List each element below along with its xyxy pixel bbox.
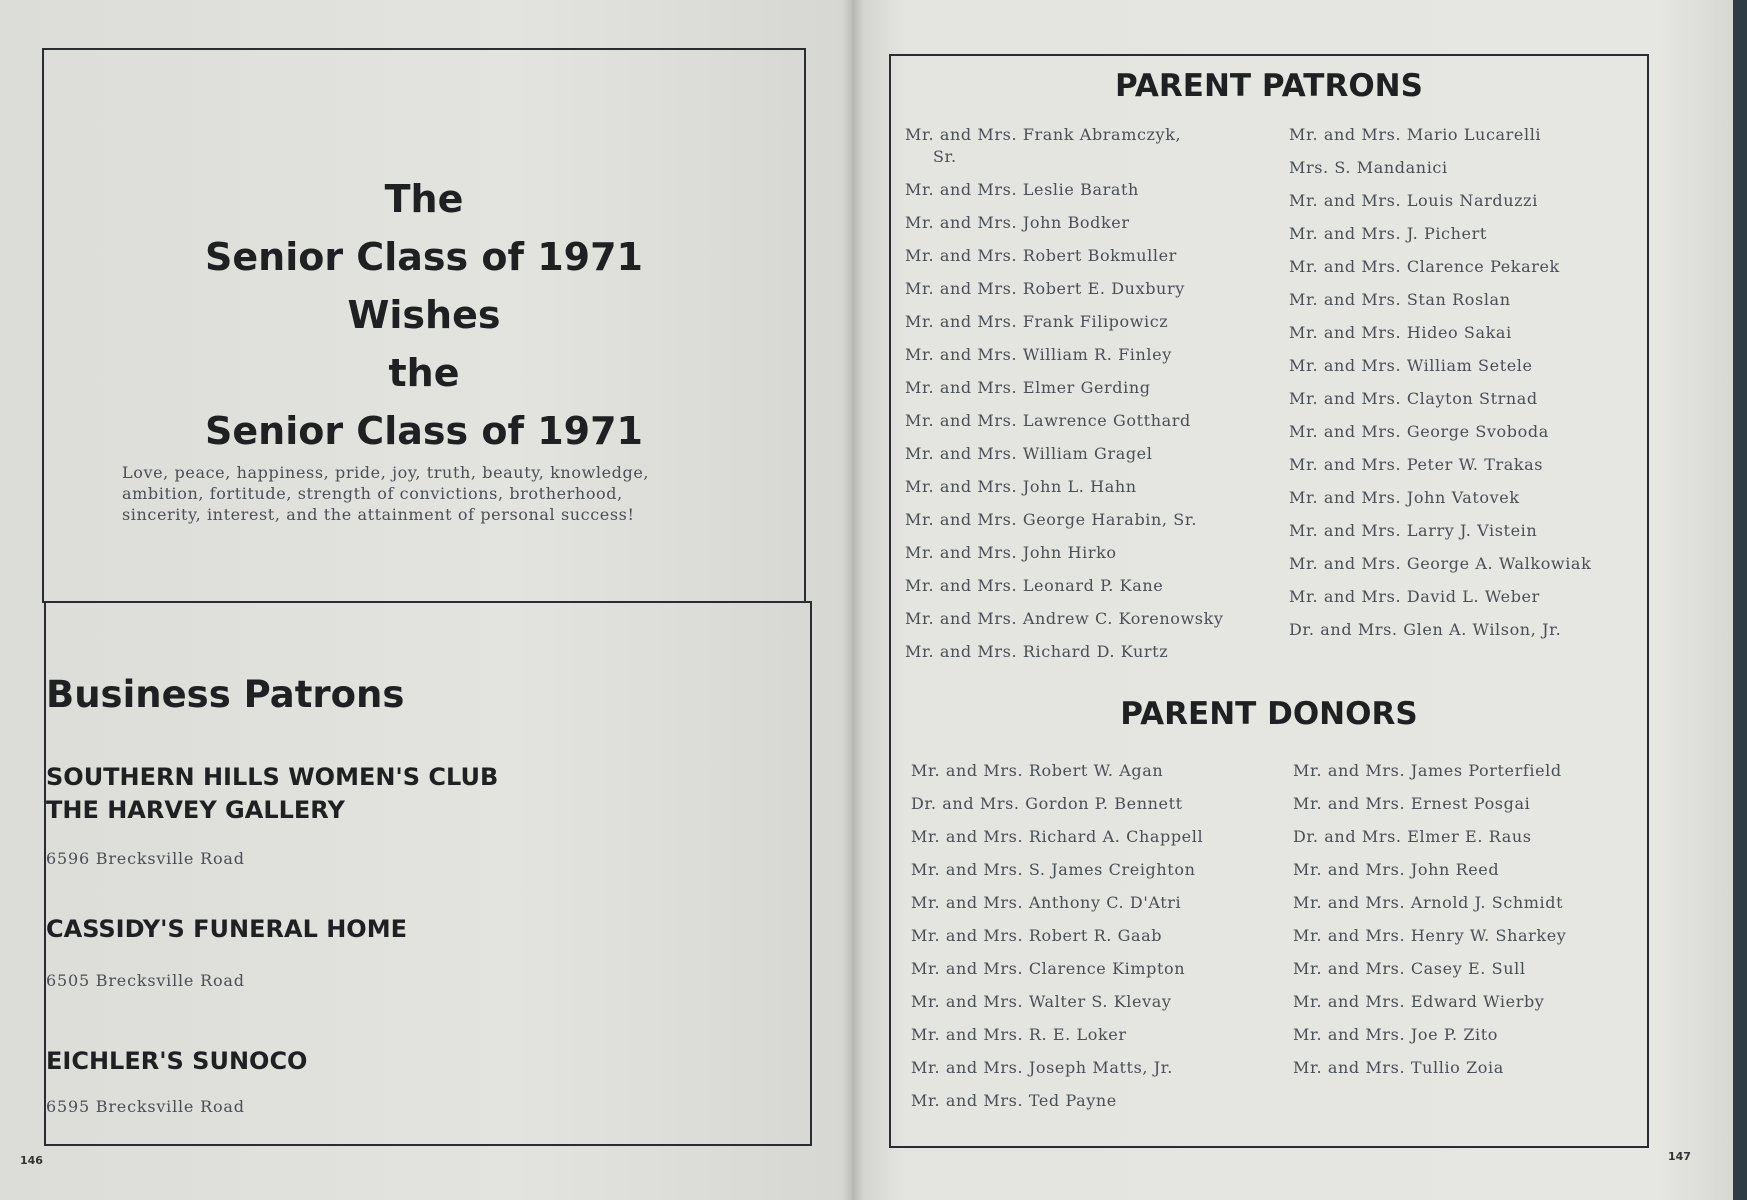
patron-name: Mr. and Mrs. Clarence Pekarek <box>1289 257 1560 276</box>
page-number: 146 <box>20 1154 43 1167</box>
donor-name: Mr. and Mrs. Casey E. Sull <box>1293 959 1526 978</box>
patron-name: Mr. and Mrs. David L. Weber <box>1289 587 1540 606</box>
patrons-column-2 <box>1289 124 1591 652</box>
donor-name: Mr. and Mrs. Ted Payne <box>911 1091 1117 1110</box>
patron-name: Mr. and Mrs. J. Pichert <box>1289 224 1487 243</box>
patron-name-continuation: Sr. <box>933 147 957 166</box>
patron-name: Dr. and Mrs. Glen A. Wilson, Jr. <box>1289 620 1562 639</box>
donor-name: Dr. and Mrs. Elmer E. Raus <box>1293 827 1532 846</box>
patron-name: Mr. and Mrs. Stan Roslan <box>1289 290 1511 309</box>
donor-name: Mr. and Mrs. John Reed <box>1293 860 1500 879</box>
patron-name: Mr. and Mrs. George Svoboda <box>1289 422 1549 441</box>
donor-name: Mr. and Mrs. Anthony C. D'Atri <box>911 893 1182 912</box>
book-gutter <box>842 0 864 1200</box>
greeting-line: Senior Class of 1971 <box>205 409 643 453</box>
business-patrons-title: Business Patrons <box>46 673 405 716</box>
message-line: Love, peace, happiness, pride, joy, truth, beauty, knowledge, <box>122 463 650 482</box>
patron-name: Mr. and Mrs. Leslie Barath <box>905 180 1139 199</box>
parent-patrons-box <box>889 54 1649 1148</box>
patron-name: Mr. and Mrs. William Setele <box>1289 356 1533 375</box>
patron-name: Mr. and Mrs. Andrew C. Korenowsky <box>905 609 1224 628</box>
book-cover-edge <box>1733 0 1747 1200</box>
business-address: 6505 Brecksville Road <box>46 971 245 990</box>
donor-name: Mr. and Mrs. R. E. Loker <box>911 1025 1127 1044</box>
patron-name: Mr. and Mrs. Larry J. Vistein <box>1289 521 1538 540</box>
patron-name-line: Mr. and Mrs. Frank Abramczyk, <box>905 125 1182 144</box>
patron-name: Mr. and Mrs. William Gragel <box>905 444 1153 463</box>
patron-name: Mr. and Mrs. Clayton Strnad <box>1289 389 1538 408</box>
donor-name: Mr. and Mrs. Robert W. Agan <box>911 761 1164 780</box>
donor-name: Mr. and Mrs. Walter S. Klevay <box>911 992 1172 1011</box>
donor-name: Mr. and Mrs. Clarence Kimpton <box>911 959 1186 978</box>
greeting-message <box>122 462 682 525</box>
patron-name: Mr. and Mrs. Frank Filipowicz <box>905 312 1169 331</box>
parent-donors-title: PARENT DONORS <box>1120 696 1418 732</box>
business-address: 6595 Brecksville Road <box>46 1097 245 1116</box>
patron-name: Mr. and Mrs. William R. Finley <box>905 345 1172 364</box>
donor-name: Mr. and Mrs. Tullio Zoia <box>1293 1058 1504 1077</box>
patron-name: Mr. and Mrs. Peter W. Trakas <box>1289 455 1544 474</box>
patron-name: Mr. and Mrs. George A. Walkowiak <box>1289 554 1592 573</box>
business-patrons-box <box>44 601 812 1146</box>
patron-name: Mr. and Mrs. Lawrence Gotthard <box>905 411 1191 430</box>
donor-name: Mr. and Mrs. Richard A. Chappell <box>911 827 1204 846</box>
patrons-column-1 <box>905 124 1235 674</box>
patron-name: Mr. and Mrs. John Vatovek <box>1289 488 1520 507</box>
greeting-heading <box>44 170 804 460</box>
patron-name: Mr. and Mrs. Robert E. Duxbury <box>905 279 1185 298</box>
left-page <box>0 0 852 1200</box>
business-address: 6596 Brecksville Road <box>46 849 245 868</box>
donor-name: Mr. and Mrs. Edward Wierby <box>1293 992 1545 1011</box>
donor-name: Mr. and Mrs. Henry W. Sharkey <box>1293 926 1567 945</box>
patron-name <box>905 124 1235 179</box>
greeting-line: Senior Class of 1971 <box>205 235 643 279</box>
parent-patrons-title: PARENT PATRONS <box>1115 68 1423 104</box>
greeting-line: The <box>384 177 464 221</box>
patron-name: Mr. and Mrs. Leonard P. Kane <box>905 576 1164 595</box>
patron-name: Mr. and Mrs. John Bodker <box>905 213 1130 232</box>
donor-name: Mr. and Mrs. Arnold J. Schmidt <box>1293 893 1564 912</box>
patron-name: Mr. and Mrs. Robert Bokmuller <box>905 246 1177 265</box>
patron-name: Mr. and Mrs. Mario Lucarelli <box>1289 125 1542 144</box>
greeting-line: Wishes <box>347 293 501 337</box>
business-name: CASSIDY'S FUNERAL HOME <box>46 915 407 943</box>
patron-name: Mr. and Mrs. Hideo Sakai <box>1289 323 1512 342</box>
greeting-line: the <box>388 351 460 395</box>
business-name: THE HARVEY GALLERY <box>46 796 345 824</box>
patron-name: Mr. and Mrs. Louis Narduzzi <box>1289 191 1538 210</box>
donor-name: Mr. and Mrs. Robert R. Gaab <box>911 926 1163 945</box>
donor-name: Mr. and Mrs. Joseph Matts, Jr. <box>911 1058 1173 1077</box>
business-name: SOUTHERN HILLS WOMEN'S CLUB <box>46 763 499 791</box>
patron-name: Mr. and Mrs. George Harabin, Sr. <box>905 510 1198 529</box>
donor-name: Mr. and Mrs. Ernest Posgai <box>1293 794 1531 813</box>
patron-name: Mr. and Mrs. John L. Hahn <box>905 477 1137 496</box>
donor-name: Mr. and Mrs. S. James Creighton <box>911 860 1196 879</box>
business-name: EICHLER'S SUNOCO <box>46 1047 308 1075</box>
donor-name: Mr. and Mrs. Joe P. Zito <box>1293 1025 1499 1044</box>
senior-class-greeting-box <box>42 48 806 603</box>
patron-name: Mr. and Mrs. John Hirko <box>905 543 1117 562</box>
donor-name: Dr. and Mrs. Gordon P. Bennett <box>911 794 1183 813</box>
page-number: 147 <box>1668 1150 1691 1163</box>
donors-column-1 <box>911 760 1203 1123</box>
message-line: ambition, fortitude, strength of convictions, brotherhood, <box>122 484 623 503</box>
patron-name: Mr. and Mrs. Richard D. Kurtz <box>905 642 1169 661</box>
donors-column-2 <box>1293 760 1566 1090</box>
patron-name: Mr. and Mrs. Elmer Gerding <box>905 378 1151 397</box>
message-line: sincerity, interest, and the attainment of personal success! <box>122 505 635 524</box>
donor-name: Mr. and Mrs. James Porterfield <box>1293 761 1562 780</box>
patron-name: Mrs. S. Mandanici <box>1289 158 1448 177</box>
